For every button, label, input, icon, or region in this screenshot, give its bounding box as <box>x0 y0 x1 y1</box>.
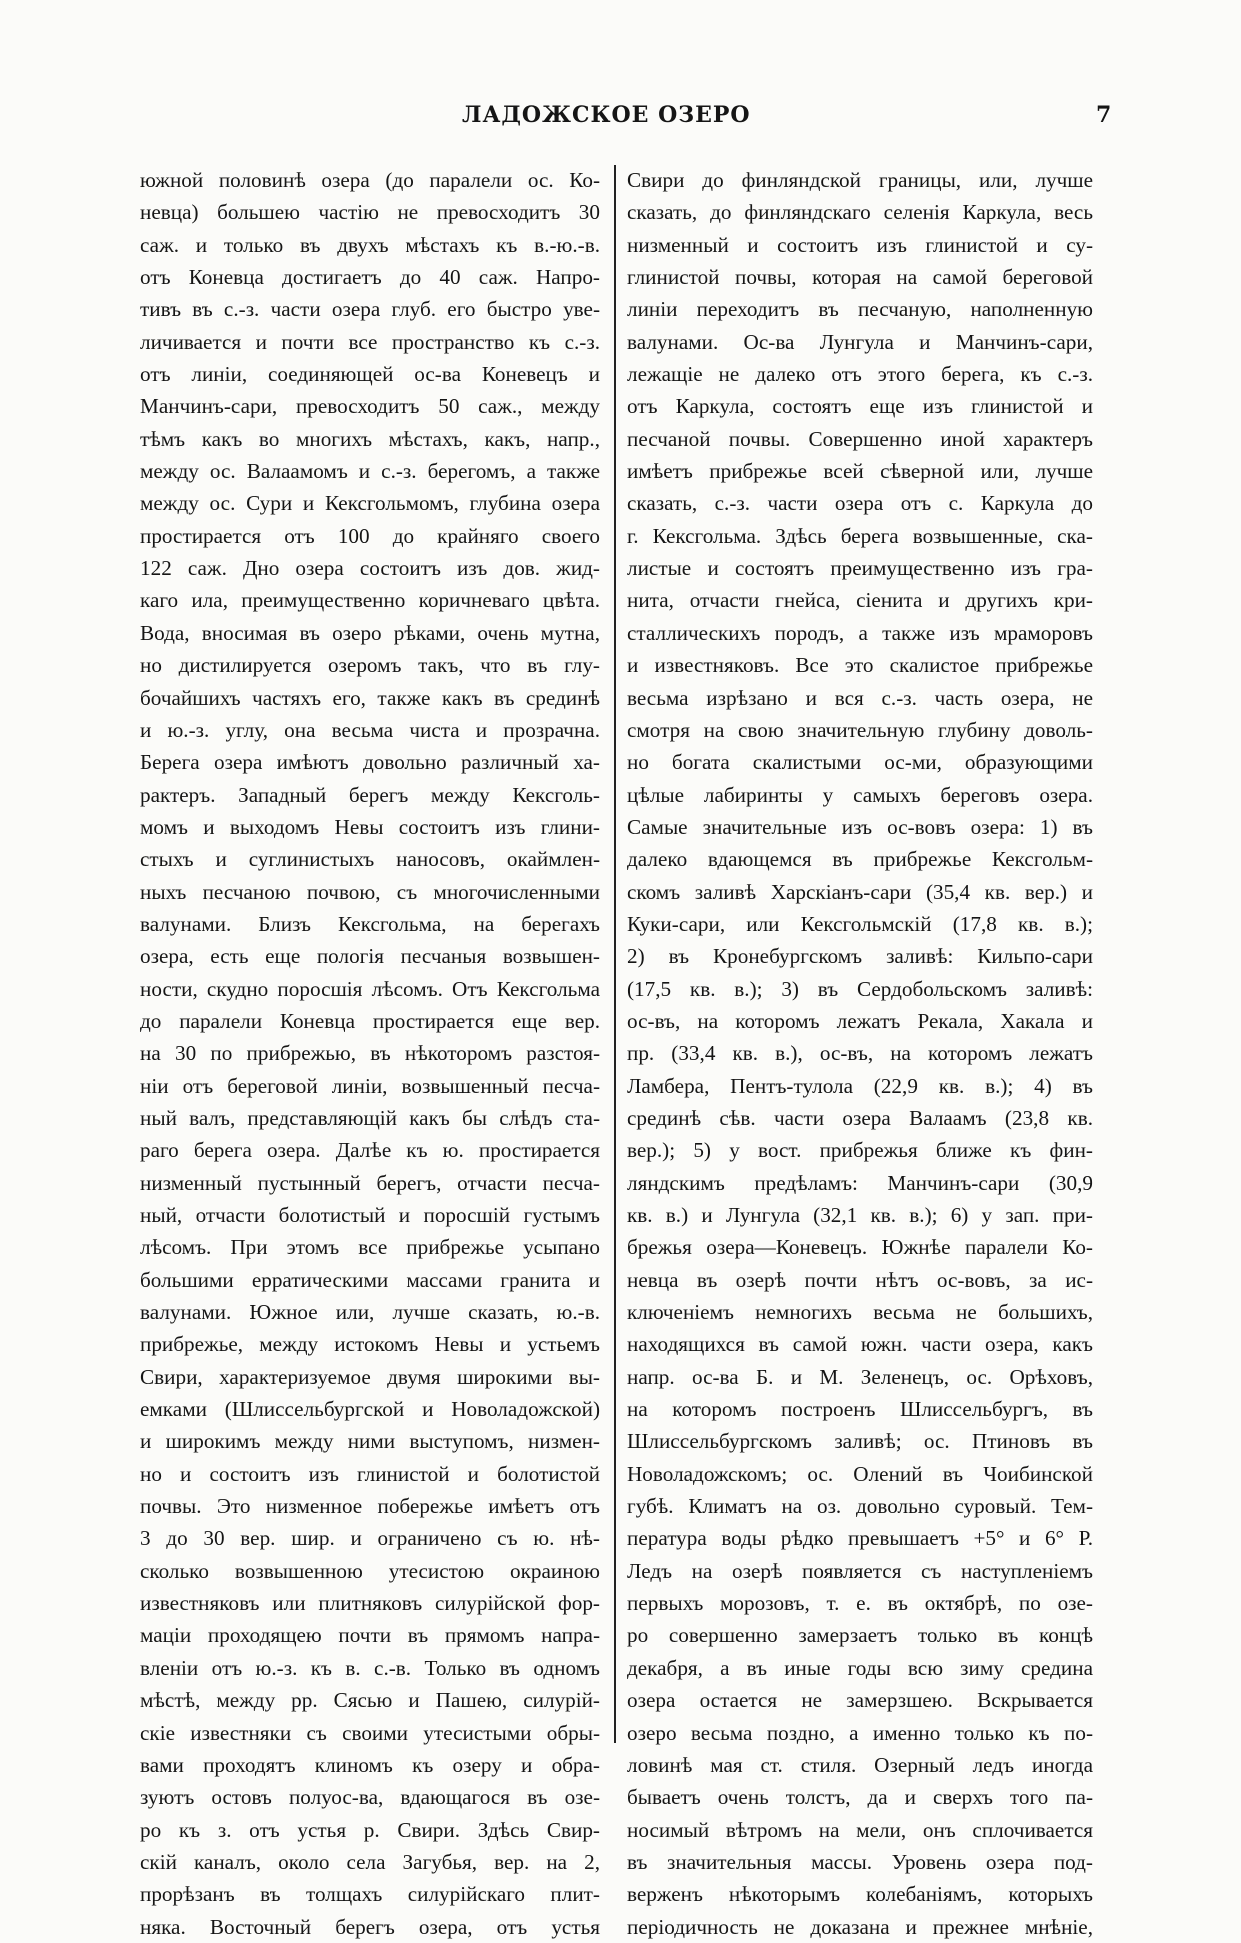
text-line: маціи проходящею почти въ прямомъ напра- <box>140 1623 600 1648</box>
text-line: Куки-сари, или Кексгольмскій (17,8 кв. в.); <box>627 911 1093 936</box>
text-line: сказать, до финляндскаго селенія Каркула, весь <box>627 200 1093 225</box>
text-line: Новоладожскомъ; ос. Олений въ Чоибинской <box>627 1461 1093 1486</box>
text-line: бочайшихъ частяхъ его, также какъ въ срединѣ <box>140 685 600 710</box>
text-line: находящихся въ самой южн. части озера, какъ <box>627 1332 1093 1357</box>
text-line: скомъ заливѣ Харскіанъ-сари (35,4 кв. вер.) и <box>627 879 1093 904</box>
text-line: простирается отъ 100 до крайняго своего <box>140 523 600 548</box>
column-divider <box>614 165 616 1743</box>
text-line: известняковъ или плитняковъ силурійской фор- <box>140 1591 600 1616</box>
left-column <box>140 164 600 1943</box>
text-line: Самые значительные изъ ос-вовъ озера: 1) въ <box>627 814 1093 839</box>
text-line: личивается и почти все пространство къ с.-з. <box>140 329 600 354</box>
text-line: листые и состоятъ преимущественно изъ гра- <box>627 556 1093 581</box>
text-line: линіи переходитъ въ песчаную, наполненную <box>627 297 1093 322</box>
text-line: между ос. Валаамомъ и с.-з. берегомъ, а также <box>140 459 600 484</box>
text-line: отъ линіи, соединяющей ос-ва Коневецъ и <box>140 362 600 387</box>
text-line: раго берега озера. Далѣе къ ю. простирается <box>140 1138 600 1163</box>
text-line: скіе известняки съ своими утесистыми обры- <box>140 1720 600 1745</box>
text-line: ныхъ песчаною почвою, съ многочисленными <box>140 879 600 904</box>
text-line: ловинѣ мая ст. стиля. Озерный ледъ иногда <box>627 1752 1093 1777</box>
text-line: (17,5 кв. в.); 3) въ Сердобольскомъ заливѣ: <box>627 976 1093 1001</box>
text-line: лѣсомъ. При этомъ все прибрежье усыпано <box>140 1235 600 1260</box>
right-column <box>627 164 1093 1943</box>
text-line: ро къ з. отъ устья р. Свири. Здѣсь Свир- <box>140 1817 600 1842</box>
text-line: Вода, вносимая въ озеро рѣками, очень мутна, <box>140 620 600 645</box>
text-line: невца въ озерѣ почти нѣтъ ос-вовъ, за ис- <box>627 1267 1093 1292</box>
text-line: но дистилируется озеромъ такъ, что въ глу- <box>140 653 600 678</box>
text-line: кв. в.) и Лунгула (32,1 кв. в.); 6) у зап. при- <box>627 1203 1093 1227</box>
text-line: декабря, а въ иные годы всю зиму средина <box>627 1655 1093 1680</box>
text-line: на 30 по прибрежью, въ нѣкоторомъ разстоя- <box>140 1041 600 1066</box>
text-line: пература воды рѣдко превышаетъ +5° и 6° Р. <box>627 1526 1093 1551</box>
page-title: ЛАДОЖСКОЕ ОЗЕРО <box>462 102 751 128</box>
text-line: зуютъ остовъ полуос-ва, вдающагося въ озе- <box>140 1785 600 1810</box>
text-line: брежья озера—Коневецъ. Южнѣе паралели Ко- <box>627 1235 1093 1260</box>
text-line: скій каналъ, около села Загубья, вер. на 2, <box>140 1849 600 1874</box>
running-head <box>0 100 1241 140</box>
text-line: сказать, с.-з. части озера отъ с. Каркула до <box>627 491 1093 516</box>
text-line: прибрежье, между истокомъ Невы и устьемъ <box>140 1332 600 1357</box>
text-line: сколько возвышенною утесистою окраиною <box>140 1558 600 1583</box>
text-line: и известняковъ. Все это скалистое прибрежье <box>627 653 1093 678</box>
text-line: прорѣзанъ въ толщахъ силурійскаго плит- <box>140 1882 600 1907</box>
text-line: Шлиссельбургскомъ заливѣ; ос. Птиновъ въ <box>627 1429 1093 1454</box>
text-line: но богата скалистыми ос-ми, образующими <box>627 750 1093 775</box>
text-line: носимый вѣтромъ на мели, онъ сплочивается <box>627 1817 1093 1842</box>
text-line: Ледъ на озерѣ появляется съ наступленіемъ <box>627 1558 1093 1583</box>
text-line: 122 саж. Дно озера состоитъ изъ дов. жид- <box>140 556 600 581</box>
text-line: вами проходятъ клиномъ къ озеру и обра- <box>140 1752 600 1777</box>
text-line: ляндскимъ предѣламъ: Манчинъ-сари (30,9 <box>627 1170 1093 1195</box>
text-line: верженъ нѣкоторымъ колебаніямъ, которыхъ <box>627 1882 1093 1907</box>
text-line: низменный и состоитъ изъ глинистой и су- <box>627 232 1093 257</box>
text-line: стыхъ и суглинистыхъ наносовъ, окаймлен- <box>140 847 600 872</box>
text-line: емками (Шлиссельбургской и Новоладожской) <box>140 1397 600 1422</box>
text-line: няка. Восточный берегъ озера, отъ устья <box>140 1914 600 1939</box>
text-line: озера остается не замерзшею. Вскрывается <box>627 1688 1093 1713</box>
text-line: сталлическихъ породъ, а также изъ мраморовъ <box>627 620 1093 645</box>
text-line: губѣ. Климатъ на оз. довольно суровый. Тем- <box>627 1494 1093 1519</box>
text-line: 2) въ Кронебургскомъ заливѣ: Кильпо-сари <box>627 944 1093 969</box>
text-line: озеро весьма поздно, а именно только къ по- <box>627 1720 1093 1745</box>
text-line: бываетъ очень толстъ, да и сверхъ того па- <box>627 1785 1093 1810</box>
text-line: смотря на свою значительную глубину доволь- <box>627 717 1093 742</box>
text-line: ро совершенно замерзаетъ только въ концѣ <box>627 1623 1093 1648</box>
page-number: 7 <box>1096 102 1112 128</box>
text-line: въ значительныя массы. Уровень озера под- <box>627 1849 1093 1874</box>
text-line: валунами. Близъ Кексгольма, на берегахъ <box>140 911 600 936</box>
text-line: саж. и только въ двухъ мѣстахъ къ в.-ю.-в. <box>140 232 600 257</box>
text-line: имѣетъ прибрежье всей сѣверной или, лучше <box>627 459 1093 484</box>
text-line: пр. (33,4 кв. в.), ос-въ, на которомъ лежатъ <box>627 1041 1093 1066</box>
text-line: Берега озера имѣютъ довольно различный ха- <box>140 750 600 775</box>
text-line: ности, скудно поросшія лѣсомъ. Отъ Кексгольма <box>140 976 600 1001</box>
text-line: г. Кексгольма. Здѣсь берега возвышенные, ска- <box>627 523 1093 548</box>
text-line: на которомъ построенъ Шлиссельбургъ, въ <box>627 1397 1093 1422</box>
text-line: низменный пустынный берегъ, отчасти песча- <box>140 1170 600 1195</box>
text-line: большими ерратическими массами гранита и <box>140 1267 600 1292</box>
text-line: цѣлые лабиринты у самыхъ береговъ озера. <box>627 782 1093 807</box>
text-line: Свири, характеризуемое двумя широкими вы- <box>140 1364 600 1389</box>
text-line: невца) большею частію не превосходитъ 30 <box>140 200 600 225</box>
text-line: песчаной почвы. Совершенно иной характеръ <box>627 426 1093 451</box>
text-line: срединѣ сѣв. части озера Валаамъ (23,8 кв. <box>627 1105 1093 1130</box>
text-line: ключеніемъ немногихъ весьма не большихъ, <box>627 1300 1093 1325</box>
text-line: тивъ въ с.-з. части озера глуб. его быстро уве- <box>140 297 600 322</box>
text-line: вер.); 5) у вост. прибрежья ближе къ фин- <box>627 1138 1093 1163</box>
text-line: далеко вдающемся въ прибрежье Кексгольм- <box>627 847 1093 872</box>
text-line: тѣмъ какъ во многихъ мѣстахъ, какъ, напр., <box>140 426 600 451</box>
text-line: ный, отчасти болотистый и поросшій густымъ <box>140 1203 600 1227</box>
text-line: до паралели Коневца простирается еще вер. <box>140 1008 600 1033</box>
text-line: южной половинѣ озера (до паралели ос. Ко- <box>140 168 600 192</box>
text-line: между ос. Сури и Кексгольмомъ, глубина озера <box>140 491 600 516</box>
text-line: лежащіе не далеко отъ этого берега, къ с.-з. <box>627 362 1093 387</box>
text-line: мѣстѣ, между рр. Сясью и Пашею, силурій- <box>140 1688 600 1713</box>
text-line: Свири до финляндской границы, или, лучше <box>627 168 1093 192</box>
text-line: валунами. Ос-ва Лунгула и Манчинъ-сари, <box>627 329 1093 354</box>
text-line: вленіи отъ ю.-з. къ в. с.-в. Только въ одномъ <box>140 1655 600 1680</box>
text-line: валунами. Южное или, лучше сказать, ю.-в. <box>140 1300 600 1325</box>
text-line: но и состоитъ изъ глинистой и болотистой <box>140 1461 600 1486</box>
text-line: весьма изрѣзано и вся с.-з. часть озера, не <box>627 685 1093 710</box>
text-line: первыхъ морозовъ, т. е. въ октябрѣ, по озе- <box>627 1591 1093 1616</box>
text-line: Манчинъ-сари, превосходитъ 50 саж., между <box>140 394 600 419</box>
text-line: и ю.-з. углу, она весьма чиста и прозрачна. <box>140 717 600 742</box>
text-line: озера, есть еще пологія песчаныя возвышен- <box>140 944 600 969</box>
text-line: каго ила, преимущественно коричневаго цвѣта. <box>140 588 600 613</box>
text-line: глинистой почвы, которая на самой береговой <box>627 265 1093 290</box>
text-line: и широкимъ между ними выступомъ, низмен- <box>140 1429 600 1454</box>
text-line: 3 до 30 вер. шир. и ограничено съ ю. нѣ- <box>140 1526 600 1551</box>
text-line: Ламбера, Пентъ-тулола (22,9 кв. в.); 4) въ <box>627 1073 1093 1098</box>
text-line: ос-въ, на которомъ лежатъ Рекала, Хакала и <box>627 1008 1093 1033</box>
text-line: напр. ос-ва Б. и М. Зеленецъ, ос. Орѣховъ, <box>627 1364 1093 1389</box>
text-line: момъ и выходомъ Невы состоитъ изъ глини- <box>140 814 600 839</box>
text-line: отъ Каркула, состоятъ еще изъ глинистой и <box>627 394 1093 419</box>
text-line: рактеръ. Западный берегъ между Кексголь- <box>140 782 600 807</box>
text-line: отъ Коневца достигаетъ до 40 саж. Напро- <box>140 265 600 290</box>
text-line: ніи отъ береговой линіи, возвышенный песча- <box>140 1073 600 1098</box>
text-line: почвы. Это низменное побережье имѣетъ отъ <box>140 1494 600 1519</box>
text-line: періодичность не доказана и прежнее мнѣніе, <box>627 1914 1093 1939</box>
text-line: нита, отчасти гнейса, сіенита и другихъ кри- <box>627 588 1093 613</box>
text-line: ный валъ, представляющій какъ бы слѣдъ ста- <box>140 1105 600 1130</box>
